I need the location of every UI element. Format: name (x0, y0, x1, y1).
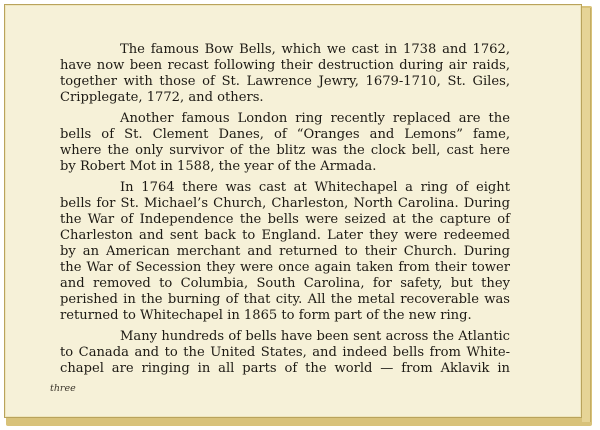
page-edge (582, 8, 591, 422)
text-line: have now been recast following their destruction during air raids, (60, 58, 510, 73)
text-line: and removed to Columbia, South Carolina, for safety, but they (60, 276, 510, 291)
paragraph-st-clement-danes (60, 111, 510, 175)
text-line: In 1764 there was cast at Whitechapel a ring of eight (120, 180, 510, 195)
text-line: chapel are ringing in all parts of the world — from Aklavik in (60, 361, 510, 376)
text-line: perished in the burning of that city. All the metal recoverable was (60, 292, 510, 307)
text-line: Charleston and sent back to England. Later they were redeemed (60, 228, 510, 243)
text-line: where the only survivor of the blitz was the clock bell, cast here (60, 143, 510, 158)
text-line: the War of Independence the bells were seized at the capture of (60, 212, 510, 227)
text-line: Another famous London ring recently replaced are the (120, 111, 510, 126)
text-line: Many hundreds of bells have been sent across the Atlantic (120, 329, 510, 344)
text-line: The famous Bow Bells, which we cast in 1738 and 1762, (120, 42, 510, 57)
body-text (60, 42, 510, 382)
text-line: together with those of St. Lawrence Jewry, 1679-1710, St. Giles, (60, 74, 510, 89)
text-line: by Robert Mot in 1588, the year of the Armada. (60, 159, 377, 174)
paragraph-bow-bells (60, 42, 510, 106)
paragraph-atlantic (60, 329, 510, 377)
text-line: Cripplegate, 1772, and others. (60, 90, 264, 105)
text-line: by an American merchant and returned to their Church. During (60, 244, 510, 259)
text-line: the War of Secession they were once again taken from their tower (60, 260, 510, 275)
text-line: returned to Whitechapel in 1865 to form part of the new ring. (60, 308, 472, 323)
text-line: to Canada and to the United States, and indeed bells from White- (60, 345, 510, 360)
page-folio: three (50, 383, 76, 394)
paragraph-charleston (60, 180, 510, 324)
text-line: bells for St. Michael’s Church, Charleston, North Carolina. During (60, 196, 510, 211)
text-line: bells of St. Clement Danes, of “Oranges and Lemons” fame, (60, 127, 510, 142)
